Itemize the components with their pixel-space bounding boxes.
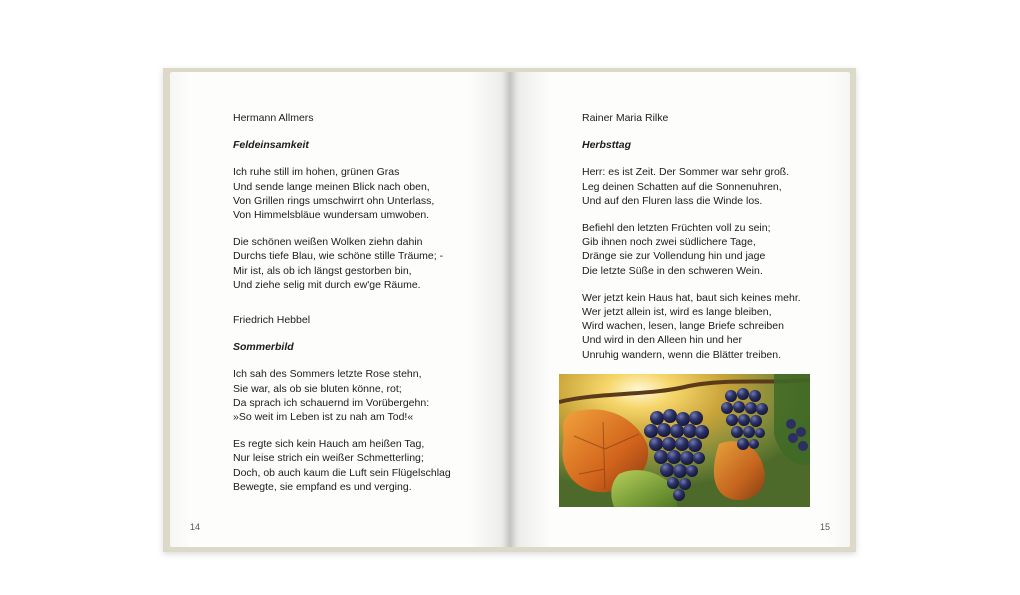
poem-line: Doch, ob auch kaum die Luft sein Flügelschlag	[233, 466, 451, 479]
book-gutter	[503, 72, 517, 547]
poem-line: Sie war, als ob sie bluten könne, rot;	[233, 382, 402, 395]
poem-line: Durchs tiefe Blau, wie schöne stille Träume; -	[233, 250, 444, 263]
page-number-left: 14	[190, 522, 201, 532]
poem-line: Gib ihnen noch zwei südlichere Tage,	[582, 236, 756, 249]
poem-line: Und auf den Fluren lass die Winde los.	[582, 194, 763, 207]
poem-line: Herr: es ist Zeit. Der Sommer war sehr groß.	[582, 166, 790, 179]
poem-stanza	[233, 235, 451, 292]
poem-line: Mir ist, als ob ich längst gestorben bin,	[233, 264, 412, 277]
poem-title: Feldeinsamkeit	[233, 139, 309, 152]
poem	[233, 111, 451, 292]
poem-line: Wird wachen, lesen, lange Briefe schreiben	[582, 320, 784, 333]
poem-line: Da sprach ich schauernd im Vorübergehn:	[233, 396, 430, 409]
poem-line: Unruhig wandern, wenn die Blätter treiben.	[582, 348, 782, 361]
poem-author: Friedrich Hebbel	[233, 314, 311, 327]
poem-line: Befiehl den letzten Früchten voll zu sein;	[582, 222, 771, 235]
left-page-text	[233, 111, 451, 494]
poem-line: Bewegte, sie empfand es und verging.	[233, 480, 412, 493]
poem-stanza	[582, 221, 801, 278]
poem-stanza	[233, 367, 451, 424]
poem-line: Die schönen weißen Wolken ziehn dahin	[233, 236, 423, 249]
poem-author: Rainer Maria Rilke	[582, 112, 669, 124]
poem-line: Ich ruhe still im hohen, grünen Gras	[233, 166, 400, 179]
poem-title: Sommerbild	[233, 341, 294, 354]
poem-stanza	[582, 291, 801, 362]
poem-line: Die letzte Süße in den schweren Wein.	[582, 264, 763, 277]
poem	[582, 111, 801, 362]
poem-line: Von Grillen rings umschwirrt ohn Unterlass,	[233, 194, 435, 207]
poem-author: Hermann Allmers	[233, 112, 314, 124]
right-page-text	[582, 111, 801, 362]
poem-stanza	[233, 165, 451, 222]
poem-line: Ich sah des Sommers letzte Rose stehn,	[233, 368, 422, 381]
grapes-photo	[559, 374, 810, 507]
poem-line: Und ziehe selig mit durch ew'ge Räume.	[233, 278, 421, 291]
poem-line: Leg deinen Schatten auf die Sonnenuhren,	[582, 180, 782, 193]
poem-stanza	[582, 165, 801, 208]
poem-line: Es regte sich kein Hauch am heißen Tag,	[233, 438, 425, 451]
poem-line: Nur leise strich ein weißer Schmetterling;	[233, 452, 424, 465]
poem-line: Und sende lange meinen Blick nach oben,	[233, 180, 430, 193]
poem	[233, 313, 451, 494]
poem-line: Wer jetzt allein ist, wird es lange bleiben,	[582, 306, 772, 319]
poem-stanza	[233, 437, 451, 494]
poem-line: Und wird in den Alleen hin und her	[582, 334, 742, 347]
page-number-right: 15	[820, 522, 831, 532]
poem-line: Wer jetzt kein Haus hat, baut sich keines mehr.	[582, 291, 801, 304]
poem-line: Von Himmelsbläue wundersam umwoben.	[233, 209, 430, 222]
poem-line: »So weit im Leben ist zu nah am Tod!«	[233, 411, 414, 424]
poem-title: Herbsttag	[582, 139, 632, 152]
poem-line: Dränge sie zur Vollendung hin und jage	[582, 250, 766, 263]
